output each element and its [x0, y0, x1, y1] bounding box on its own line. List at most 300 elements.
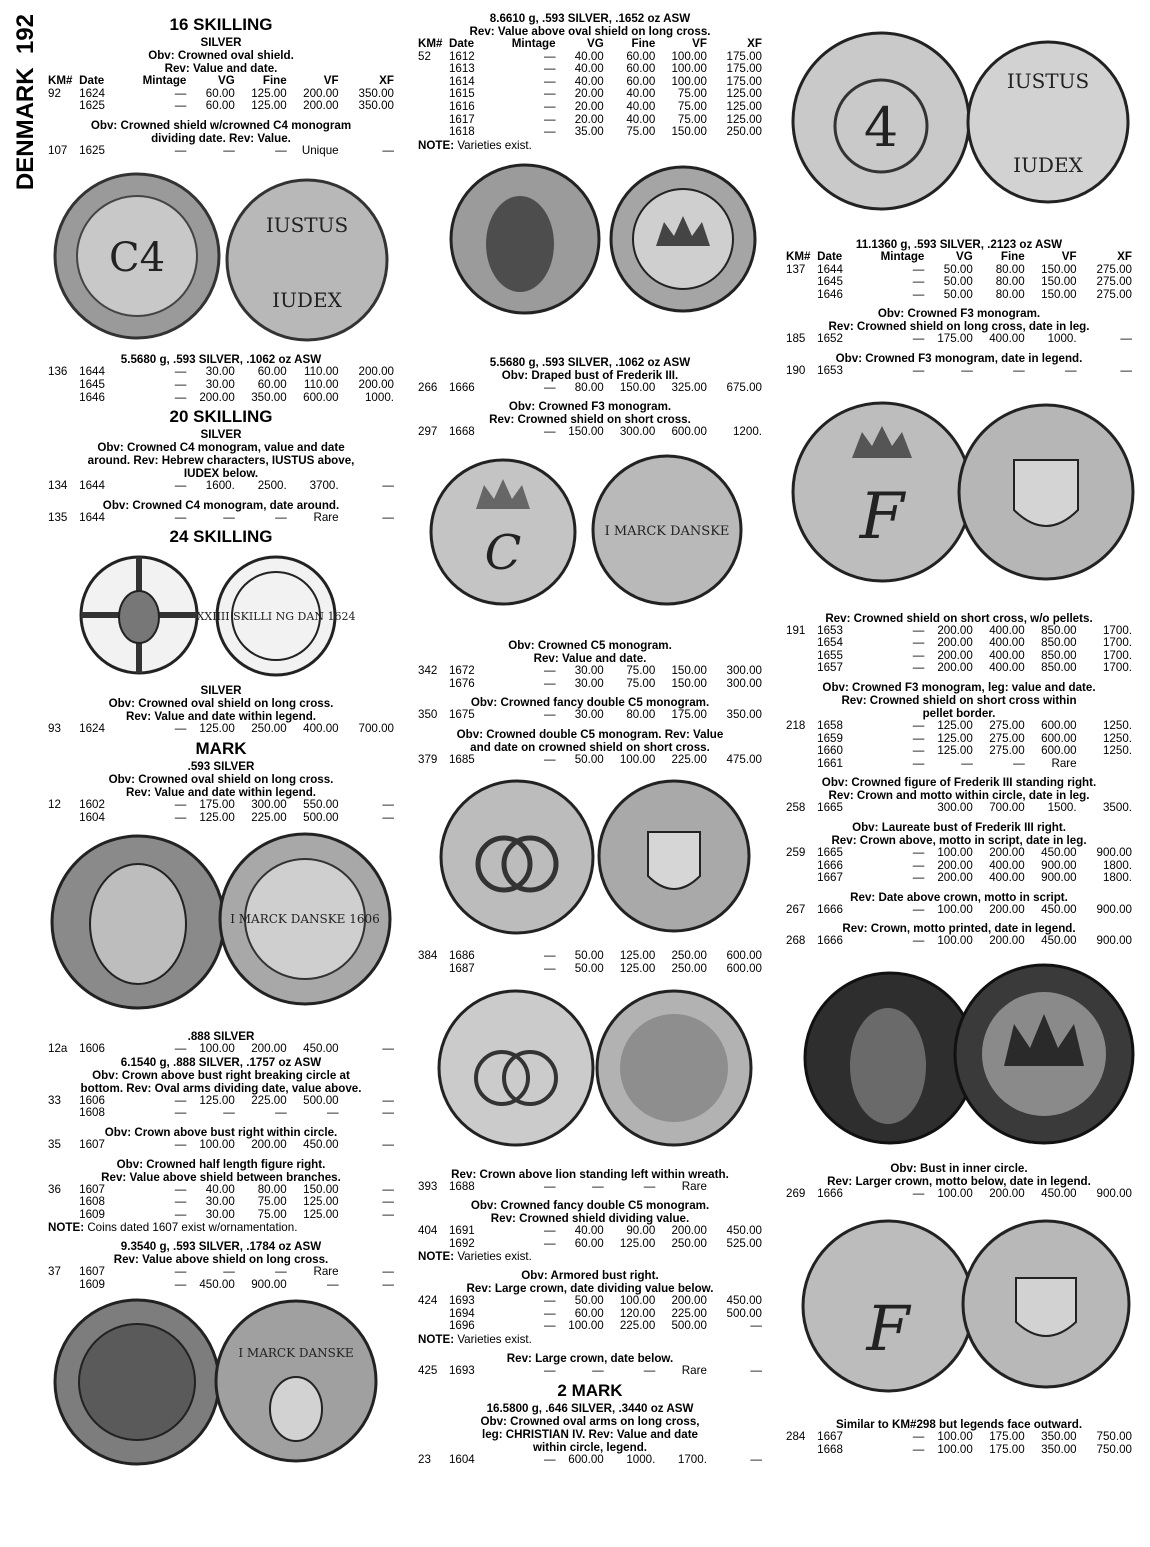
table-row [418, 1295, 762, 1308]
column-header: KM# [48, 74, 73, 87]
table-cell: — [382, 479, 394, 493]
table-cell [418, 1320, 449, 1333]
table-cell: 125.00 [726, 99, 762, 113]
table-cell: 250.00 [671, 1236, 707, 1250]
table-cell: 1624 [79, 86, 105, 100]
table-cell: 75.00 [257, 1195, 287, 1209]
table-cell: — [912, 1186, 925, 1200]
column-header: Fine [1000, 250, 1025, 263]
table-cell: — [382, 1182, 394, 1196]
price-table [48, 1095, 394, 1120]
table-cell: 400.00 [989, 858, 1025, 872]
table-cell: 350.00 [251, 390, 287, 404]
coin-photo-pair [786, 952, 1132, 1158]
table-cell: — [174, 377, 187, 391]
table-cell: 75.00 [626, 676, 656, 690]
table-cell: 600.00 [1041, 731, 1077, 745]
table-cell: 424 [418, 1294, 438, 1308]
table-cell: 1646 [79, 390, 105, 404]
note-label: NOTE: [418, 138, 455, 152]
table-cell [786, 872, 817, 885]
table-cell: — [912, 871, 925, 885]
table-cell: 675.00 [726, 380, 762, 394]
note-label: NOTE: [418, 1333, 455, 1347]
table-row [786, 662, 1132, 675]
table-cell: 35.00 [574, 125, 604, 139]
table-cell: — [174, 1195, 187, 1209]
price-table [418, 1365, 762, 1378]
table-cell: 525.00 [726, 1236, 762, 1250]
table-cell: 1250. [1102, 744, 1132, 758]
column-header: Fine [631, 37, 656, 50]
price-table [418, 1181, 762, 1194]
table-cell: 80.00 [626, 708, 656, 722]
table-cell: — [543, 99, 556, 113]
table-cell: 125.00 [303, 1195, 339, 1209]
table-cell: 1000. [1047, 332, 1077, 346]
description: Obv: Crowned F3 monogram. [877, 307, 1041, 321]
description: and date on crowned shield on short cross. [470, 740, 710, 754]
table-cell: 60.00 [626, 62, 656, 76]
table-cell: 600.00 [1041, 718, 1077, 732]
description: around. Rev: Hebrew characters, IUSTUS above, [87, 454, 355, 468]
table-cell: 400.00 [989, 636, 1025, 650]
table-cell: 136 [48, 365, 68, 379]
table-row [48, 379, 394, 392]
table-cell: 1665 [817, 845, 843, 859]
table-cell: — [543, 1319, 556, 1333]
table-cell: 200.00 [671, 1224, 707, 1238]
coin-legend: XXIIII SKILLI NG DAN 1624 [196, 610, 356, 624]
table-cell: 1667 [817, 1430, 843, 1444]
table-cell: 200.00 [358, 365, 394, 379]
column-header: VG [956, 250, 973, 263]
table-cell: 1607 [79, 1137, 105, 1151]
table-cell: 200.00 [989, 1186, 1025, 1200]
table-cell: 1687 [448, 961, 475, 975]
table-cell: 3700. [309, 479, 339, 493]
table-row [48, 1196, 394, 1209]
table-cell: 200.00 [358, 377, 394, 391]
table-cell: 1666 [817, 902, 843, 916]
table-cell: 200.00 [937, 648, 973, 662]
table-cell: 30.00 [205, 1207, 235, 1221]
table-cell: 40.00 [626, 112, 656, 126]
table-row [418, 382, 762, 395]
specification: 5.5680 g, .593 SILVER, .1062 oz ASW [489, 355, 691, 369]
table-cell: 120.00 [619, 1306, 656, 1320]
table-cell: — [174, 1042, 187, 1056]
table-cell: 269 [786, 1186, 806, 1200]
table-cell: — [174, 365, 187, 379]
table-cell: — [174, 810, 187, 824]
table-cell: — [961, 756, 973, 770]
column-header: Mintage [142, 74, 187, 87]
column-1 [48, 12, 394, 1467]
table-row [48, 392, 394, 405]
table-cell: 125.00 [619, 949, 656, 963]
table-cell: 500.00 [303, 810, 339, 824]
page-number: 192 [12, 14, 39, 55]
column-2 [418, 12, 762, 1466]
table-row [418, 101, 762, 114]
table-cell: 267 [786, 902, 806, 916]
table-cell: 1609 [79, 1277, 105, 1291]
table-cell: 60.00 [257, 377, 287, 391]
coin-photo-pair [418, 980, 762, 1164]
table-cell: — [174, 1093, 187, 1107]
table-cell: 218 [786, 718, 806, 732]
table-cell: 350.00 [726, 708, 762, 722]
table-cell: 1700. [1102, 661, 1132, 675]
column-header: KM# [418, 37, 443, 50]
table-row [48, 1209, 394, 1222]
table-cell [418, 126, 449, 139]
table-row [418, 126, 762, 139]
table-cell: 1694 [448, 1306, 475, 1320]
column-header: XF [379, 74, 394, 87]
coin-legend: IUDEX [272, 288, 342, 313]
price-table [48, 1266, 394, 1291]
table-cell: 1644 [79, 510, 105, 524]
table-cell: 175.00 [199, 797, 235, 811]
table-cell [48, 1196, 79, 1209]
table-cell: 450.00 [303, 1042, 339, 1056]
table-cell: 1614 [448, 74, 475, 88]
description: Rev: Value and date within legend. [125, 785, 317, 799]
table-cell: — [382, 1207, 394, 1221]
description: dividing date. Rev: Value. [151, 131, 291, 145]
table-cell: — [543, 1179, 556, 1193]
table-cell: 450.00 [199, 1277, 235, 1291]
table-cell: 400.00 [989, 871, 1025, 885]
note [418, 139, 762, 152]
table-cell: 900.00 [1096, 845, 1132, 859]
price-table [418, 665, 762, 690]
table-cell: — [543, 74, 556, 88]
table-cell: 1645 [79, 377, 105, 391]
table-cell [1077, 758, 1132, 771]
note [48, 1221, 394, 1234]
description: Obv: Crowned fancy double C5 monogram. [470, 1199, 710, 1213]
metal: SILVER [200, 36, 242, 49]
table-cell: 50.00 [943, 287, 973, 301]
table-cell: — [275, 1265, 287, 1279]
coin-obverse-image [438, 778, 596, 936]
column-header: Mintage [880, 250, 925, 263]
description: Rev: Crowned shield on short cross. [489, 413, 691, 427]
table-cell: — [912, 718, 925, 732]
table-cell: 900.00 [251, 1277, 287, 1291]
table-cell: 450.00 [1041, 845, 1077, 859]
table-cell: — [912, 262, 925, 276]
description: Obv: Crowned fancy double C5 monogram. [470, 696, 710, 710]
table-cell: — [275, 510, 287, 524]
table-row [786, 1444, 1132, 1457]
coin-reverse-image [196, 554, 356, 678]
table-cell: 600.00 [1041, 744, 1077, 758]
table-cell: 300.00 [619, 425, 656, 439]
table-cell: — [912, 845, 925, 859]
table-cell: — [1013, 363, 1025, 377]
price-table [786, 802, 1132, 815]
table-row [48, 1266, 394, 1279]
table-cell: 1666 [817, 934, 843, 948]
table-cell: — [174, 1106, 187, 1120]
table-cell: 600.00 [568, 1452, 604, 1466]
table-cell: 1696 [448, 1319, 475, 1333]
table-cell: 1691 [448, 1224, 475, 1238]
table-cell: 1675 [448, 708, 475, 722]
table-cell: 475.00 [726, 752, 762, 766]
table-cell: 1652 [817, 332, 843, 346]
description: Rev: Value and date. [164, 62, 278, 75]
description: Similar to KM#298 but legends face outward. [835, 1418, 1083, 1432]
table-cell: — [223, 143, 235, 157]
description: Rev: Crowned shield dividing value. [490, 1212, 690, 1226]
table-cell: 1625 [79, 99, 105, 113]
table-row [786, 847, 1132, 860]
table-cell: 266 [418, 380, 438, 394]
table-cell: 258 [786, 801, 806, 815]
specification: 16.5800 g, .646 SILVER, .3440 oz ASW [486, 1401, 694, 1415]
table-cell: 125.00 [303, 1207, 339, 1221]
table-cell: 750.00 [1096, 1443, 1132, 1457]
table-cell: — [382, 510, 394, 524]
price-table [786, 1188, 1132, 1201]
table-cell: 1655 [817, 648, 843, 662]
table-header-row [48, 75, 394, 88]
table-cell: — [912, 744, 925, 758]
table-cell: — [912, 934, 925, 948]
table-cell: 1617 [448, 112, 475, 126]
table-cell: 37 [48, 1265, 61, 1279]
table-row [48, 1043, 394, 1056]
coin-photo-pair [786, 382, 1132, 608]
table-cell: 125.00 [937, 718, 973, 732]
table-cell: 1624 [79, 722, 105, 736]
table-cell: 1700. [1102, 623, 1132, 637]
table-row [418, 1454, 762, 1467]
coin-obverse-image [436, 988, 596, 1148]
table-cell: 384 [418, 949, 438, 963]
table-cell [48, 100, 79, 113]
coin-reverse-image [960, 1218, 1132, 1390]
price-table [418, 1454, 762, 1467]
table-cell: 60.00 [205, 99, 235, 113]
description: Obv: Armored bust right. [521, 1269, 659, 1283]
table-cell: 750.00 [1096, 1430, 1132, 1444]
table-cell: 1600. [205, 479, 235, 493]
table-cell: — [174, 1182, 187, 1196]
table-cell: 190 [786, 363, 806, 377]
table-cell: 1250. [1102, 718, 1132, 732]
table-row [48, 1279, 394, 1292]
table-cell: — [174, 143, 187, 157]
table-cell: 1666 [817, 1186, 843, 1200]
table-cell [418, 1308, 449, 1321]
coin-photo-pair [418, 443, 762, 635]
table-cell: 125.00 [251, 99, 287, 113]
description: Rev: Larger crown, motto below, date in legend. [827, 1174, 1091, 1188]
price-table [786, 333, 1132, 346]
table-cell: 150.00 [619, 380, 656, 394]
metal: SILVER [200, 684, 242, 698]
table-cell: 275.00 [989, 744, 1025, 758]
table-cell: 30.00 [205, 1195, 235, 1209]
description: Obv: Crowned C4 monogram, value and date [97, 441, 345, 455]
column-header: Date [79, 74, 105, 87]
table-cell: — [327, 1277, 339, 1291]
table-row [786, 872, 1132, 885]
table-cell: 100.00 [937, 1430, 973, 1444]
table-row [48, 812, 394, 825]
table-row [418, 1181, 762, 1194]
table-cell: — [592, 1364, 604, 1378]
table-cell: 300.00 [726, 663, 762, 677]
table-cell: 75.00 [677, 112, 707, 126]
column-header: VF [1061, 250, 1077, 263]
table-cell: — [543, 708, 556, 722]
table-cell: 500.00 [303, 1093, 339, 1107]
coin-reverse-image [216, 830, 394, 1008]
table-cell: 1646 [817, 287, 843, 301]
price-table [786, 625, 1132, 675]
table-cell: 134 [48, 479, 68, 493]
table-cell: — [912, 275, 925, 289]
table-cell: 75.00 [626, 663, 656, 677]
table-cell: 1668 [448, 425, 475, 439]
table-cell: — [912, 636, 925, 650]
description: Rev: Crown, motto printed, date in legend. [842, 922, 1076, 936]
table-cell: 200.00 [251, 1042, 287, 1056]
column-header: XF [1117, 250, 1132, 263]
table-cell: 40.00 [574, 62, 604, 76]
table-cell: 150.00 [671, 125, 707, 139]
price-table [48, 512, 394, 525]
table-cell: 40.00 [574, 1224, 604, 1238]
table-cell [48, 379, 79, 392]
table-cell: 400.00 [989, 661, 1025, 675]
price-table [48, 799, 394, 824]
column-header: VG [218, 74, 235, 87]
coin-reverse-image [212, 1297, 380, 1465]
table-cell: 1604 [79, 810, 105, 824]
table-cell [48, 392, 79, 405]
table-cell: 1685 [448, 752, 475, 766]
price-table [48, 723, 394, 736]
table-cell [786, 650, 817, 663]
table-cell: 100.00 [671, 49, 707, 63]
table-cell: 191 [786, 623, 806, 637]
table-cell: 30.00 [205, 365, 235, 379]
table-cell: 1616 [448, 99, 475, 113]
description: Rev: Value above shield between branches. [101, 1170, 341, 1184]
table-cell: 125.00 [619, 961, 656, 975]
table-cell: 1615 [448, 87, 475, 101]
table-row [418, 1365, 762, 1378]
coin-legend: 4 [863, 96, 899, 159]
table-row [418, 963, 762, 976]
table-cell: 200.00 [989, 845, 1025, 859]
coin-legend: I MARCK DANSKE [238, 1346, 354, 1361]
table-cell: 275.00 [1096, 287, 1132, 301]
table-cell: — [1013, 756, 1025, 770]
table-cell: 100.00 [199, 1137, 235, 1151]
table-cell: — [912, 623, 925, 637]
table-cell [48, 1209, 79, 1222]
table-cell: 20.00 [574, 112, 604, 126]
table-cell: 200.00 [937, 871, 973, 885]
table-cell: 100.00 [671, 62, 707, 76]
table-cell: — [543, 663, 556, 677]
table-cell: 342 [418, 663, 438, 677]
description: Rev: Crown above lion standing left within wreath. [451, 1167, 729, 1181]
table-cell: 110.00 [303, 377, 339, 391]
description: Rev: Crowned shield on long cross, date in leg. [828, 320, 1090, 334]
price-table [418, 1225, 762, 1250]
table-cell: 268 [786, 934, 806, 948]
table-cell: 50.00 [943, 275, 973, 289]
table-cell: 350 [418, 708, 438, 722]
note [418, 1333, 762, 1346]
table-cell: — [643, 1179, 656, 1193]
table-cell: 40.00 [574, 74, 604, 88]
table-cell: 1800. [1102, 858, 1132, 872]
table-cell: 80.00 [995, 262, 1025, 276]
table-header-row [786, 251, 1132, 264]
table-row [418, 63, 762, 76]
table-row [48, 100, 394, 113]
table-cell: 1676 [448, 676, 475, 690]
table-cell: 125.00 [199, 810, 235, 824]
table-cell [418, 678, 449, 691]
table-cell: — [275, 1106, 287, 1120]
table-cell: 40.00 [626, 87, 656, 101]
table-cell: 350.00 [1041, 1443, 1077, 1457]
specification: 9.3540 g, .593 SILVER, .1784 oz ASW [120, 1240, 322, 1254]
table-row [418, 1320, 762, 1333]
table-cell: 450.00 [1041, 934, 1077, 948]
table-cell: 200.00 [199, 390, 235, 404]
coin-legend: IUDEX [1013, 153, 1083, 177]
table-cell: 1666 [817, 858, 843, 872]
coin-obverse-image [790, 30, 972, 212]
table-cell: 1658 [817, 718, 843, 732]
price-table [418, 1295, 762, 1333]
price-table [418, 38, 762, 139]
table-cell: — [382, 1195, 394, 1209]
column-header: Mintage [511, 37, 556, 50]
specification: 11.1360 g, .593 SILVER, .2123 oz ASW [855, 238, 1063, 251]
table-cell: 150.00 [1041, 275, 1077, 289]
table-cell: — [382, 1277, 394, 1291]
price-table [48, 75, 394, 113]
description: Obv: Crowned F3 monogram, date in legend. [835, 351, 1083, 365]
column-3 [786, 12, 1132, 1457]
table-cell: 100.00 [937, 902, 973, 916]
table-cell: 379 [418, 752, 438, 766]
section-title: 20 SKILLING [169, 407, 273, 427]
table-cell: 40.00 [205, 1182, 235, 1196]
table-cell: 1200. [732, 425, 762, 439]
table-cell: 450.00 [1041, 1186, 1077, 1200]
table-cell: 350.00 [358, 99, 394, 113]
coin-legend: I MARCK DANSKE 1606 [230, 912, 380, 927]
table-row [786, 1188, 1132, 1201]
note-label: NOTE: [418, 1250, 455, 1264]
table-row [418, 665, 762, 678]
